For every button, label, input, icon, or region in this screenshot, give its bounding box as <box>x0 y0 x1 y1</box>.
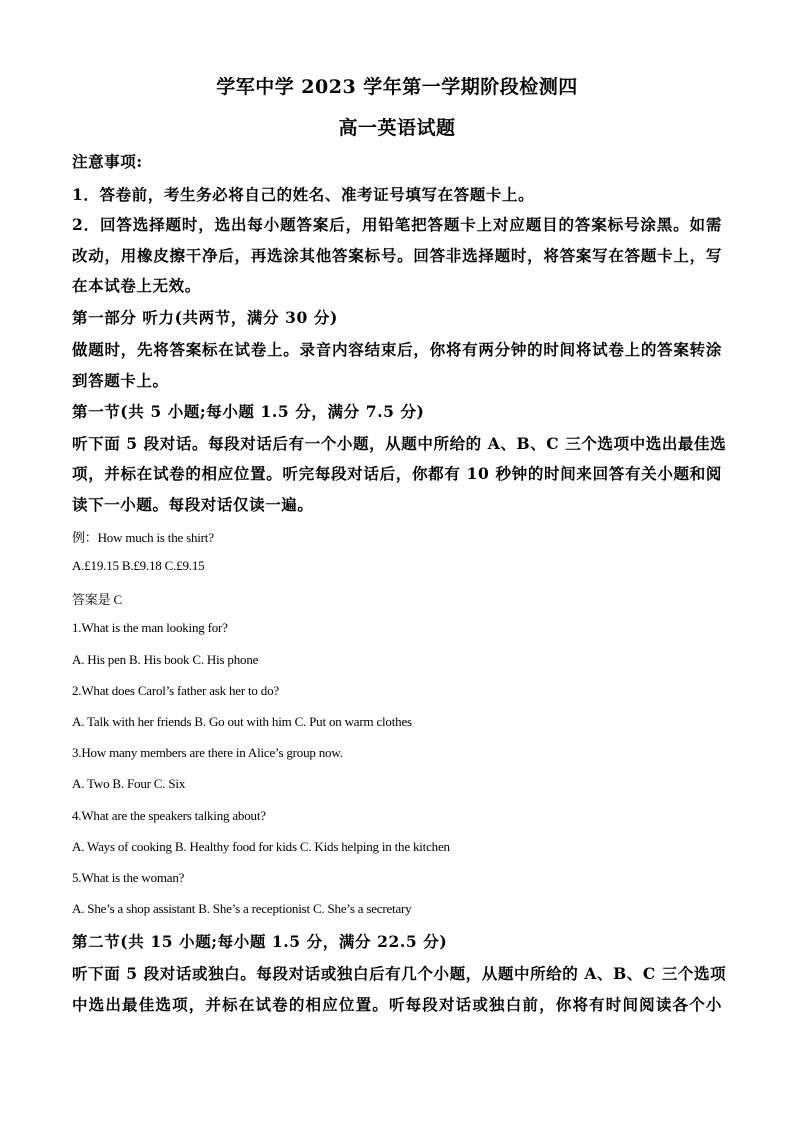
question-1: 1.What is the man looking for? <box>72 620 228 635</box>
notes-item-2-line-2: 改动，用橡皮擦干净后，再选涂其他答案标号。回答非选择题时，将答案写在答题卡上，写 <box>72 246 722 265</box>
section1-heading: 第一节(共 5 小题;每小题 1.5 分，满分 7.5 分) <box>72 402 425 421</box>
example-options: A.£19.15 B.£9.18 C.£9.15 <box>72 558 205 573</box>
section2-instructions-line-2: 中选出最佳选项，并标在试卷的相应位置。听每段对话或独白前，你将有时间阅读各个小 <box>72 995 722 1014</box>
section2-instructions-line-1: 听下面 5 段对话或独白。每段对话或独白后有几个小题，从题中所给的 A、B、C 三个选项 <box>72 964 727 983</box>
question-4-options: A. Ways of cooking B. Healthy food for kids C. Kids helping in the kitchen <box>72 839 450 854</box>
notes-item-2-line-3: 在本试卷上无效。 <box>72 276 201 295</box>
section1-instructions-line-1: 听下面 5 段对话。每段对话后有一个小题，从题中所给的 A、B、C 三个选项中选出最佳选 <box>72 434 727 453</box>
exam-title: 学军中学 2023 学年第一学期阶段检测四 <box>216 76 578 98</box>
question-2-options: A. Talk with her friends B. Go out with him C. Put on warm clothes <box>72 714 412 729</box>
question-3-options: A. Two B. Four C. Six <box>72 776 186 791</box>
part1-heading: 第一部分 听力(共两节，满分 30 分) <box>72 308 338 327</box>
exam-subtitle: 高一英语试题 <box>338 117 456 139</box>
question-2: 2.What does Carol’s father ask her to do? <box>72 683 279 698</box>
section1-instructions-line-2: 项，并标在试卷的相应位置。听完每段对话后，你都有 10 秒钟的时间来回答有关小题和阅 <box>72 464 722 483</box>
question-3: 3.How many members are there in Alice’s group now. <box>72 745 343 760</box>
question-5-options: A. She’s a shop assistant B. She’s a receptionist C. She’s a secretary <box>72 901 412 916</box>
part1-instructions-line-1: 做题时，先将答案标在试卷上。录音内容结束后，你将有两分钟的时间将试卷上的答案转涂 <box>72 340 722 359</box>
question-5: 5.What is the woman? <box>72 870 185 885</box>
part1-instructions-line-2: 到答题卡上。 <box>72 371 169 390</box>
section1-instructions-line-3: 读下一小题。每段对话仅读一遍。 <box>72 495 314 514</box>
question-4: 4.What are the speakers talking about? <box>72 808 266 823</box>
example-question: 例：How much is the shirt? <box>72 530 214 545</box>
notes-item-1: 1．答卷前，考生务必将自己的姓名、准考证号填写在答题卡上。 <box>72 185 535 204</box>
example-answer: 答案是 C <box>72 592 122 607</box>
notes-heading: 注意事项: <box>72 152 143 171</box>
question-1-options: A. His pen B. His book C. His phone <box>72 652 259 667</box>
notes-item-2-line-1: 2．回答选择题时，选出每小题答案后，用铅笔把答题卡上对应题目的答案标号涂黑。如需 <box>72 215 722 234</box>
section2-heading: 第二节(共 15 小题;每小题 1.5 分，满分 22.5 分) <box>72 932 448 951</box>
